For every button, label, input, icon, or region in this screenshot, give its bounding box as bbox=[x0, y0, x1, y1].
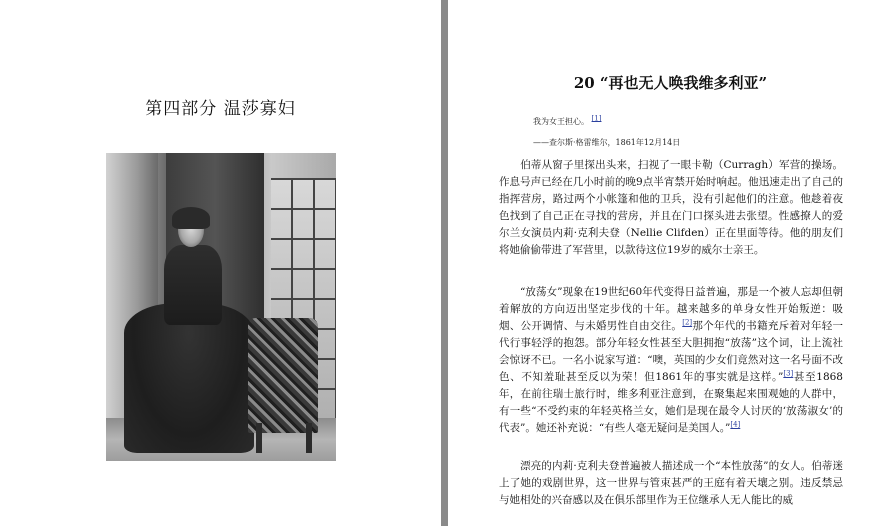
chapter-title: 20 “再也无人唤我维多利亚” bbox=[573, 74, 768, 92]
photo-chair-leg bbox=[256, 423, 262, 453]
epigraph-source: ——查尔斯·格雷维尔，1861年12月14日 bbox=[533, 138, 681, 147]
photo-figure-widow-cap bbox=[172, 207, 210, 229]
epigraph-quote-text: 我为女王担心。 bbox=[533, 117, 589, 126]
right-page bbox=[448, 0, 893, 526]
widow-portrait-photo bbox=[106, 153, 336, 461]
footnote-link[interactable]: [4] bbox=[730, 420, 741, 429]
paragraph-text: 那个年代的书籍充斥着对年轻一代行事轻浮的抱怨。部分年轻女性甚至大胆拥抱“放荡”这个词，让上流社会惊讶不已。一名小说家写道：“噢，英国的少女们竟然对这一名号面不改色、不知羞耻甚至反以为荣！但1861年的事实就是这样。” bbox=[499, 320, 843, 383]
photo-figure-bodice bbox=[164, 245, 222, 325]
paragraph-text: 伯蒂从窗子里探出头来，扫视了一眼卡勒（Curragh）军营的操场。作息号声已经在几小时前的晚9点半宵禁开始时响起。他迅速走出了自己的指挥营房，路过两个小帐篷和他的卫兵，没有引起他们的注意。他趁着夜色找到了自己正在寻找的营房，并且在门口探头进去张望。性感撩人的爱尔兰女演员内莉·克利夫登（Nellie Clifden）正在里面等待。他的朋友们将她偷偷带进了军营里，以款待这位19岁的威尔士亲王。 bbox=[499, 159, 843, 256]
footnote-link[interactable]: [2] bbox=[682, 318, 693, 327]
paragraph bbox=[499, 284, 843, 454]
paragraph bbox=[499, 157, 843, 276]
part-title: 第四部分 温莎寡妇 bbox=[145, 99, 296, 119]
paragraph bbox=[499, 458, 843, 526]
epigraph-quote bbox=[533, 116, 601, 127]
footnote-link[interactable]: [3] bbox=[783, 369, 794, 378]
paragraph-text: “放荡女”现象在19世纪60年代变得日益普遍，那是一个被人忘却但朝着解放的方向迈出坚定步伐的十年。越来越多的单身女性开始叛逆：吸烟、公开调情、与未婚男性自由交往。 bbox=[499, 286, 843, 332]
left-page bbox=[0, 0, 441, 526]
footnote-link[interactable]: [1] bbox=[591, 114, 602, 123]
photo-chair-leg bbox=[306, 423, 312, 453]
paragraph-text: 甚至1868年，在前往瑞士旅行时，维多利亚注意到，在聚集起来围观她的人群中，有一些“不受约束的年轻英格兰女，她们是现在最令人讨厌的‘放荡淑女’的代表”。她还补充说：“有些人毫无疑问是美国人。” bbox=[499, 371, 843, 434]
photo-chair bbox=[248, 318, 318, 433]
photo-figure-skirt bbox=[124, 303, 254, 453]
paragraph-text: 漂亮的内莉·克利夫登普遍被人描述成一个“本性放荡”的女人。伯蒂迷上了她的戏剧世界，这一世界与管束甚严的王庭有着天壤之别。违反禁忌与她相处的兴奋感以及在俱乐部里作为王位继承人无人能比的威 bbox=[499, 460, 843, 506]
